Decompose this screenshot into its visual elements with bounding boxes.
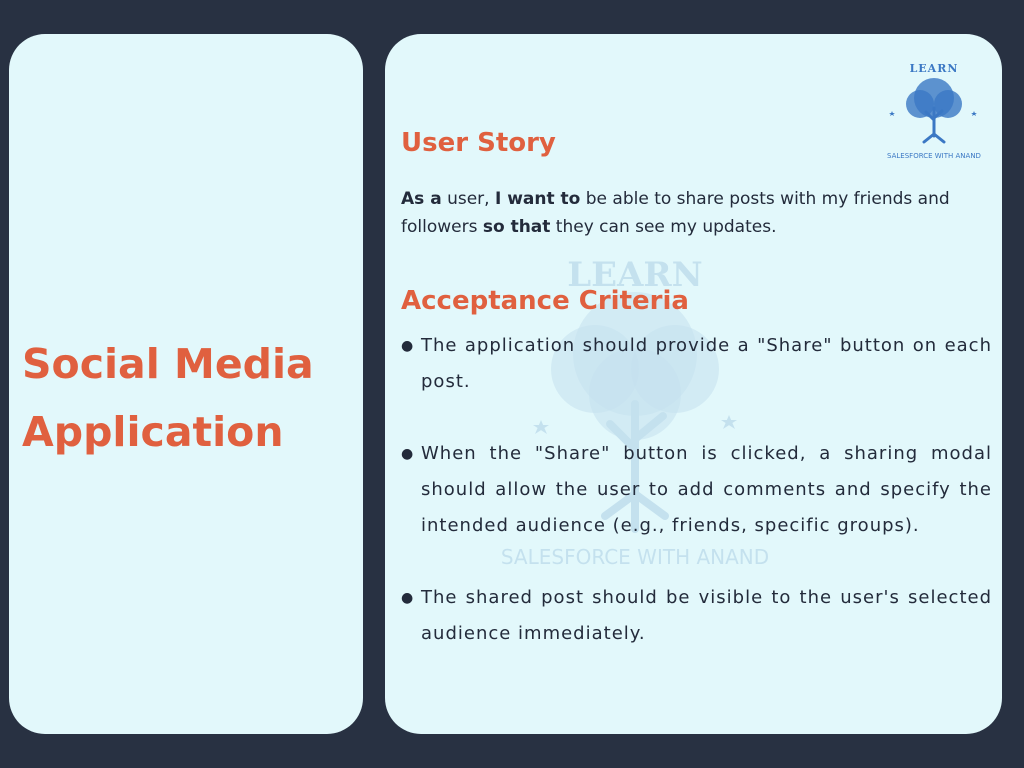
user-story-heading: User Story bbox=[401, 128, 556, 158]
bullet-dot-icon: ● bbox=[401, 338, 415, 354]
story-benefit: they can see my updates. bbox=[550, 217, 777, 237]
as-a-label: As a bbox=[401, 189, 442, 209]
criteria-item bbox=[397, 436, 992, 544]
criteria-item bbox=[397, 328, 992, 400]
bullet-dot-icon: ● bbox=[401, 590, 415, 606]
criteria-item-text: When the "Share" button is clicked, a sharing modal should allow the user to add comments and specify the intended audience (e.g., friends, specific groups). bbox=[421, 443, 992, 536]
watermark-text-top: LEARN bbox=[567, 255, 703, 295]
watermark-text-bottom: SALESFORCE WITH ANAND bbox=[500, 545, 770, 569]
acceptance-criteria-list bbox=[397, 328, 992, 688]
criteria-item-text: The shared post should be visible to the user's selected audience immediately. bbox=[421, 587, 992, 644]
bullet-dot-icon: ● bbox=[401, 446, 415, 462]
left-panel bbox=[9, 34, 363, 734]
right-panel bbox=[385, 34, 1002, 734]
acceptance-criteria-heading: Acceptance Criteria bbox=[401, 286, 689, 316]
logo-text-top: LEARN bbox=[909, 62, 959, 75]
criteria-item-text: The application should provide a "Share" button on each post. bbox=[421, 335, 992, 392]
criteria-item bbox=[397, 580, 992, 652]
tree-logo-icon bbox=[884, 58, 984, 168]
story-want: be able to share posts with my friends and followers bbox=[401, 189, 950, 237]
project-title: Social Media Application bbox=[22, 340, 314, 456]
i-want-label: I want to bbox=[494, 189, 581, 209]
logo-text-bottom: SALESFORCE WITH ANAND bbox=[887, 152, 981, 160]
so-that-label: so that bbox=[482, 217, 551, 237]
user-story-text bbox=[401, 185, 986, 241]
story-role: user, bbox=[441, 189, 495, 209]
